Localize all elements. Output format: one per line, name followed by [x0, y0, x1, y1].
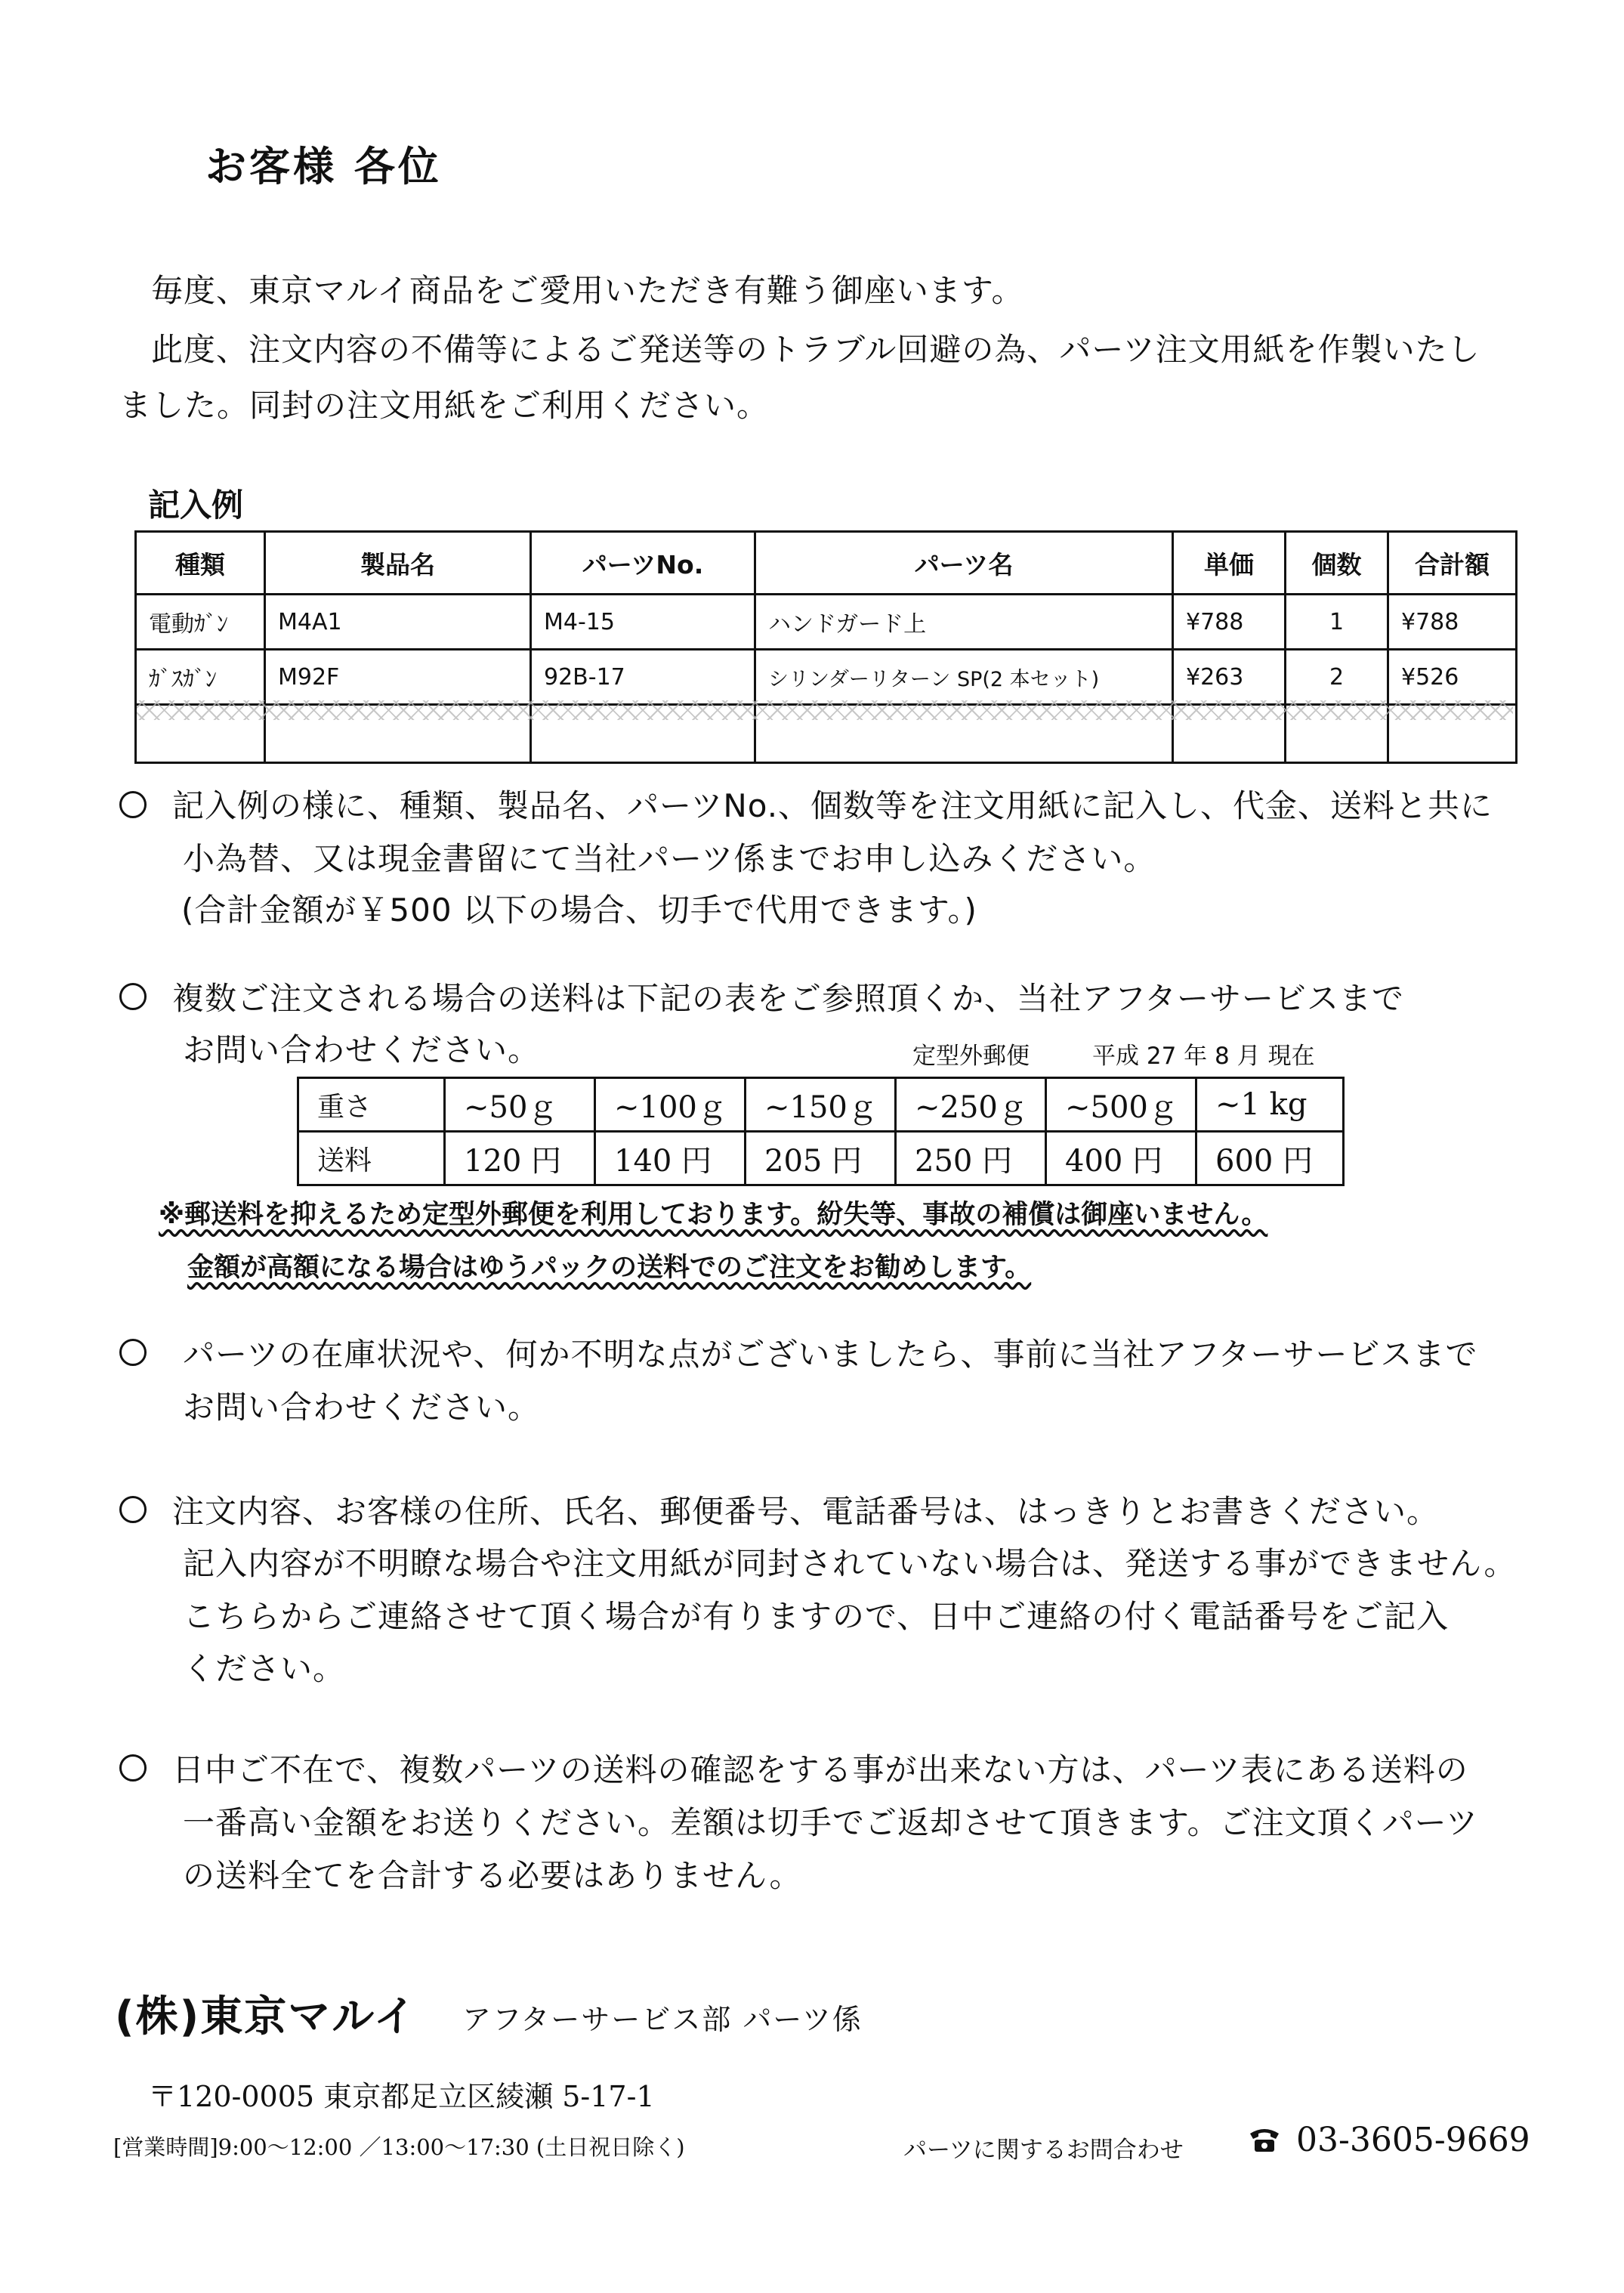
table-cell: M92F [265, 650, 531, 705]
note1-line-3: (合計金額が￥500 以下の場合、切手で代用できます。) [181, 892, 977, 929]
note3-line-1: パーツの在庫状況や、何か不明な点がございましたら、事前に当社アフターサービスまで [183, 1336, 1478, 1373]
caution-line-2: 金額が高額になる場合はゆうパックの送料でのご注文をお勧めします。 [187, 1253, 1032, 1283]
table-cell: 1 [1286, 595, 1388, 650]
header-cell: 製品名 [265, 532, 531, 595]
business-hours: [営業時間]9:00～12:00 ／13:00～17:30 (土日祝日除く) [113, 2134, 685, 2160]
postage-fee-row [298, 1132, 1344, 1185]
weight-cell: ~50ｇ [445, 1078, 595, 1132]
fee-cell: 205 円 [746, 1132, 896, 1185]
weight-cell: ~100ｇ [595, 1078, 746, 1132]
header-cell: 単価 [1173, 532, 1286, 595]
table-cell: ¥788 [1388, 595, 1517, 650]
note1-line-2: 小為替、又は現金書留にて当社パーツ係までお申し込みください。 [183, 840, 1156, 877]
example-table [134, 530, 1517, 764]
weight-cell: ~1 kg [1196, 1078, 1344, 1132]
bullet-circle-icon [119, 1339, 147, 1366]
note5-line-2: 一番高い金額をお送りください。差額は切手でご返却させて頂きます。ご注文頂くパーツ [183, 1804, 1478, 1841]
postage-table [297, 1077, 1345, 1186]
table-row [136, 650, 1517, 705]
table-cell: M4-15 [531, 595, 755, 650]
postage-weight-row [298, 1078, 1344, 1132]
weight-label: 重さ [298, 1078, 445, 1132]
table-cell: 電動ｶﾞﾝ [136, 595, 265, 650]
weight-cell: ~150ｇ [746, 1078, 896, 1132]
weight-cell: ~500ｇ [1046, 1078, 1196, 1132]
fee-cell: 400 円 [1046, 1132, 1196, 1185]
mail-type: 定型外郵便 [912, 1043, 1030, 1070]
table-cell: M4A1 [265, 595, 531, 650]
note5-line-1: 日中ご不在で、複数パーツの送料の確認をする事が出来ない方は、パーツ表にある送料の [172, 1751, 1468, 1788]
weight-cell: ~250ｇ [896, 1078, 1046, 1132]
header-cell: パーツNo. [531, 532, 755, 595]
inquiry-label: パーツに関するお問合わせ [903, 2137, 1184, 2164]
greeting: お客様 各位 [205, 143, 442, 190]
header-cell: 合計額 [1388, 532, 1517, 595]
fee-cell: 250 円 [896, 1132, 1046, 1185]
company-name: (株)東京マルイ [115, 1992, 418, 2041]
note1-line-1: 記入例の様に、種類、製品名、パーツNo.、個数等を注文用紙に記入し、代金、送料と共に [172, 787, 1493, 824]
table-cell: 92B-17 [531, 650, 755, 705]
intro-line-3: ました。同封の注文用紙をご利用ください。 [119, 387, 770, 424]
note3-line-2: お問い合わせください。 [183, 1389, 541, 1426]
note5-line-3: の送料全てを合計する必要はありません。 [183, 1857, 802, 1894]
header-cell: 種類 [136, 532, 265, 595]
intro-line-2: 此度、注文内容の不備等によるご発送等のトラブル回避の為、パーツ注文用紙を作製いたし [151, 331, 1480, 368]
fee-cell: 600 円 [1196, 1132, 1344, 1185]
fee-cell: 140 円 [595, 1132, 746, 1185]
note4-line-3: こちらからご連絡させて頂く場合が有りますので、日中ご連絡の付く電話番号をご記入 [183, 1598, 1450, 1635]
note2-line-2: お問い合わせください。 [183, 1031, 541, 1068]
table-header-row [136, 532, 1517, 595]
company-address: 〒120-0005 東京都足立区綾瀬 5-17-1 [148, 2080, 655, 2113]
table-cell: ¥788 [1173, 595, 1286, 650]
table-row [136, 595, 1517, 650]
bullet-circle-icon [119, 983, 147, 1010]
note4-line-4: ください。 [183, 1650, 346, 1687]
note4-line-1: 注文内容、お客様の住所、氏名、郵便番号、電話番号は、はっきりとお書きください。 [172, 1493, 1440, 1530]
header-cell: 個数 [1286, 532, 1388, 595]
table-cell: シリンダーリターン SP(2 本セット) [755, 650, 1173, 705]
table-cell: ¥263 [1173, 650, 1286, 705]
example-heading: 記入例 [148, 487, 244, 524]
table-cell: ハンドガード上 [755, 595, 1173, 650]
phone-number: 03-3605-9669 [1296, 2121, 1530, 2159]
intro-line-1: 毎度、東京マルイ商品をご愛用いただき有難う御座います。 [151, 272, 1024, 309]
telephone-icon [1248, 2125, 1281, 2155]
table-cell: ｶﾞｽｶﾞﾝ [136, 650, 265, 705]
note2-line-1: 複数ご注文される場合の送料は下記の表をご参照頂くか、当社アフターサービスまで [172, 980, 1405, 1017]
bullet-circle-icon [119, 791, 147, 818]
header-cell: パーツ名 [755, 532, 1173, 595]
fee-cell: 120 円 [445, 1132, 595, 1185]
note4-line-2: 記入内容が不明瞭な場合や注文用紙が同封されていない場合は、発送する事ができません。 [183, 1545, 1517, 1582]
fee-label: 送料 [298, 1132, 445, 1185]
table-cell: 2 [1286, 650, 1388, 705]
department-name: アフターサービス部 パーツ係 [462, 2003, 863, 2036]
bullet-circle-icon [119, 1496, 147, 1523]
caution-line-1: ※郵送料を抑えるため定型外郵便を利用しております。紛失等、事故の補償は御座いません。 [159, 1200, 1268, 1230]
table-cell: ¥526 [1388, 650, 1517, 705]
table-break-mark [137, 700, 1513, 720]
bullet-circle-icon [119, 1754, 147, 1782]
as-of-date: 平成 27 年 8 月 現在 [1092, 1043, 1315, 1070]
